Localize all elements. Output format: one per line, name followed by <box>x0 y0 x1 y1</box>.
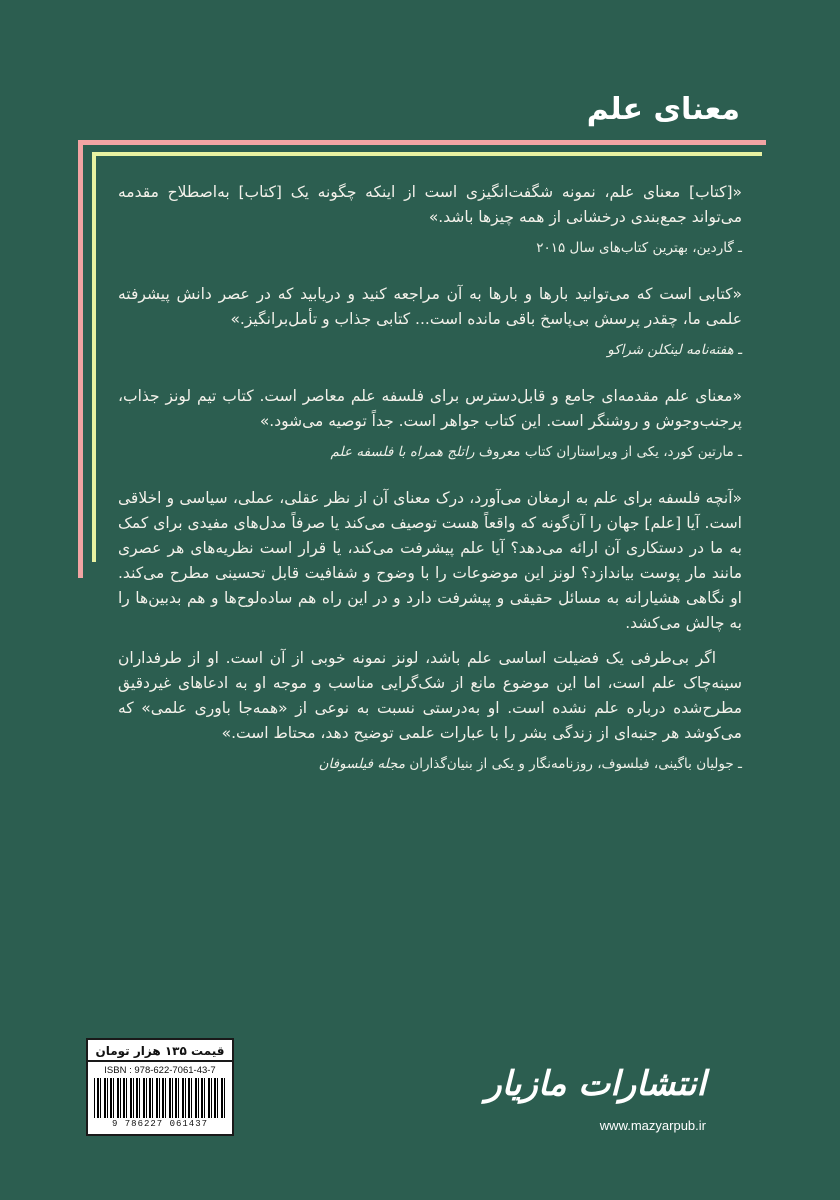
attribution-prefix: ـ مارتین کورد، یکی از ویراستاران کتاب معروف <box>474 444 742 460</box>
attribution-source: راتلج همراه با فلسفه علم <box>330 444 475 460</box>
price-isbn-box <box>86 1038 234 1136</box>
isbn-label: ISBN : 978-622-7061-43-7 <box>104 1065 216 1076</box>
blurb-attribution: ـ گاردین، بهترین کتاب‌های سال ۲۰۱۵ <box>536 240 742 256</box>
blurb-attribution <box>118 340 742 360</box>
long-quote-attribution <box>118 754 742 774</box>
barcode-digits: 9 786227 061437 <box>111 1119 208 1129</box>
blurb-text: «معنای علم مقدمه‌ای جامع و قابل‌دسترس برای فلسفه علم معاصر است. کتاب تیم لونز جذاب، پرجنب‌وجوش و روشنگر است. این کتاب جواهر است. جداً توصیه می‌شود.» <box>118 387 742 430</box>
attribution-source: ـ هفته‌نامه لینکلن شراکو <box>607 342 742 358</box>
price-label: قیمت ۱۳۵ هزار تومان <box>88 1040 232 1062</box>
book-title: معنای علم <box>586 92 740 127</box>
publisher-logo: انتشارات مازیار <box>485 1064 706 1104</box>
publisher-website: www.mazyarpub.ir <box>599 1118 706 1133</box>
attribution-source: مجله فیلسوفان <box>318 756 406 772</box>
blurb-text: «[کتاب] معنای علم، نمونه شگفت‌انگیزی است از اینکه چگونه یک [کتاب] به‌اصطلاح مقدمه می‌تواند جمع‌بندی درخشانی از همه چیزها باشد.» <box>118 183 742 226</box>
long-quote-para1: «آنچه فلسفه برای علم به ارمغان می‌آورد، درک معنای آن از نظر عقلی، عملی، سیاسی و اخلاقی است. آیا [علم] جهان را آن‌گونه که واقعاً هست توصیف می‌کند یا صرفاً مدل‌های مفیدی برای کمک به ما در دستکاری آن ارائه می‌دهد؟ آیا علم پیشرفت می‌کند، یا قرار است نظریه‌های هر عصری مانند مار پوست بیاندازد؟ لونز این موضوعات را با وضوح و شفافیت قابل تحسینی مطرح می‌کند. او نگاهی هشیارانه به مسائل حقیقی و پیشرفت دارد و در این راه هم ساده‌لوح‌ها و هم بدبین‌ها را به چالش می‌کشد. <box>118 489 742 632</box>
attribution-prefix: ـ جولیان باگینی، فیلسوف، روزنامه‌نگار و یکی از بنیان‌گذاران <box>405 756 742 772</box>
blurb-attribution <box>118 442 742 462</box>
long-quote-para2: اگر بی‌طرفی یک فضیلت اساسی علم باشد، لونز نمونه خوبی از آن است. او از طرفداران سینه‌چاک علم است، اما این موضوع مانع از شک‌گرایی مناسب و موجه او به ادعاهای غیردقیق مطرح‌شده درباره علم نشده است. او به‌درستی نسبت به نوعی از «همه‌جا باوری علمی» که می‌کوشد هر جنبه‌ای از زندگی بشر را با عبارات علمی توضیح دهد، محتاط است.» <box>118 649 742 742</box>
barcode <box>94 1078 226 1118</box>
blurbs-section <box>118 180 742 798</box>
blurb-text: «کتابی است که می‌توانید بارها و بارها به آن مراجعه کنید و دریابید که در عصر دانش پیشرفته علمی ما، چقدر پرسش بی‌پاسخ باقی مانده است... کتابی جذاب و تأمل‌برانگیز.» <box>118 285 742 328</box>
